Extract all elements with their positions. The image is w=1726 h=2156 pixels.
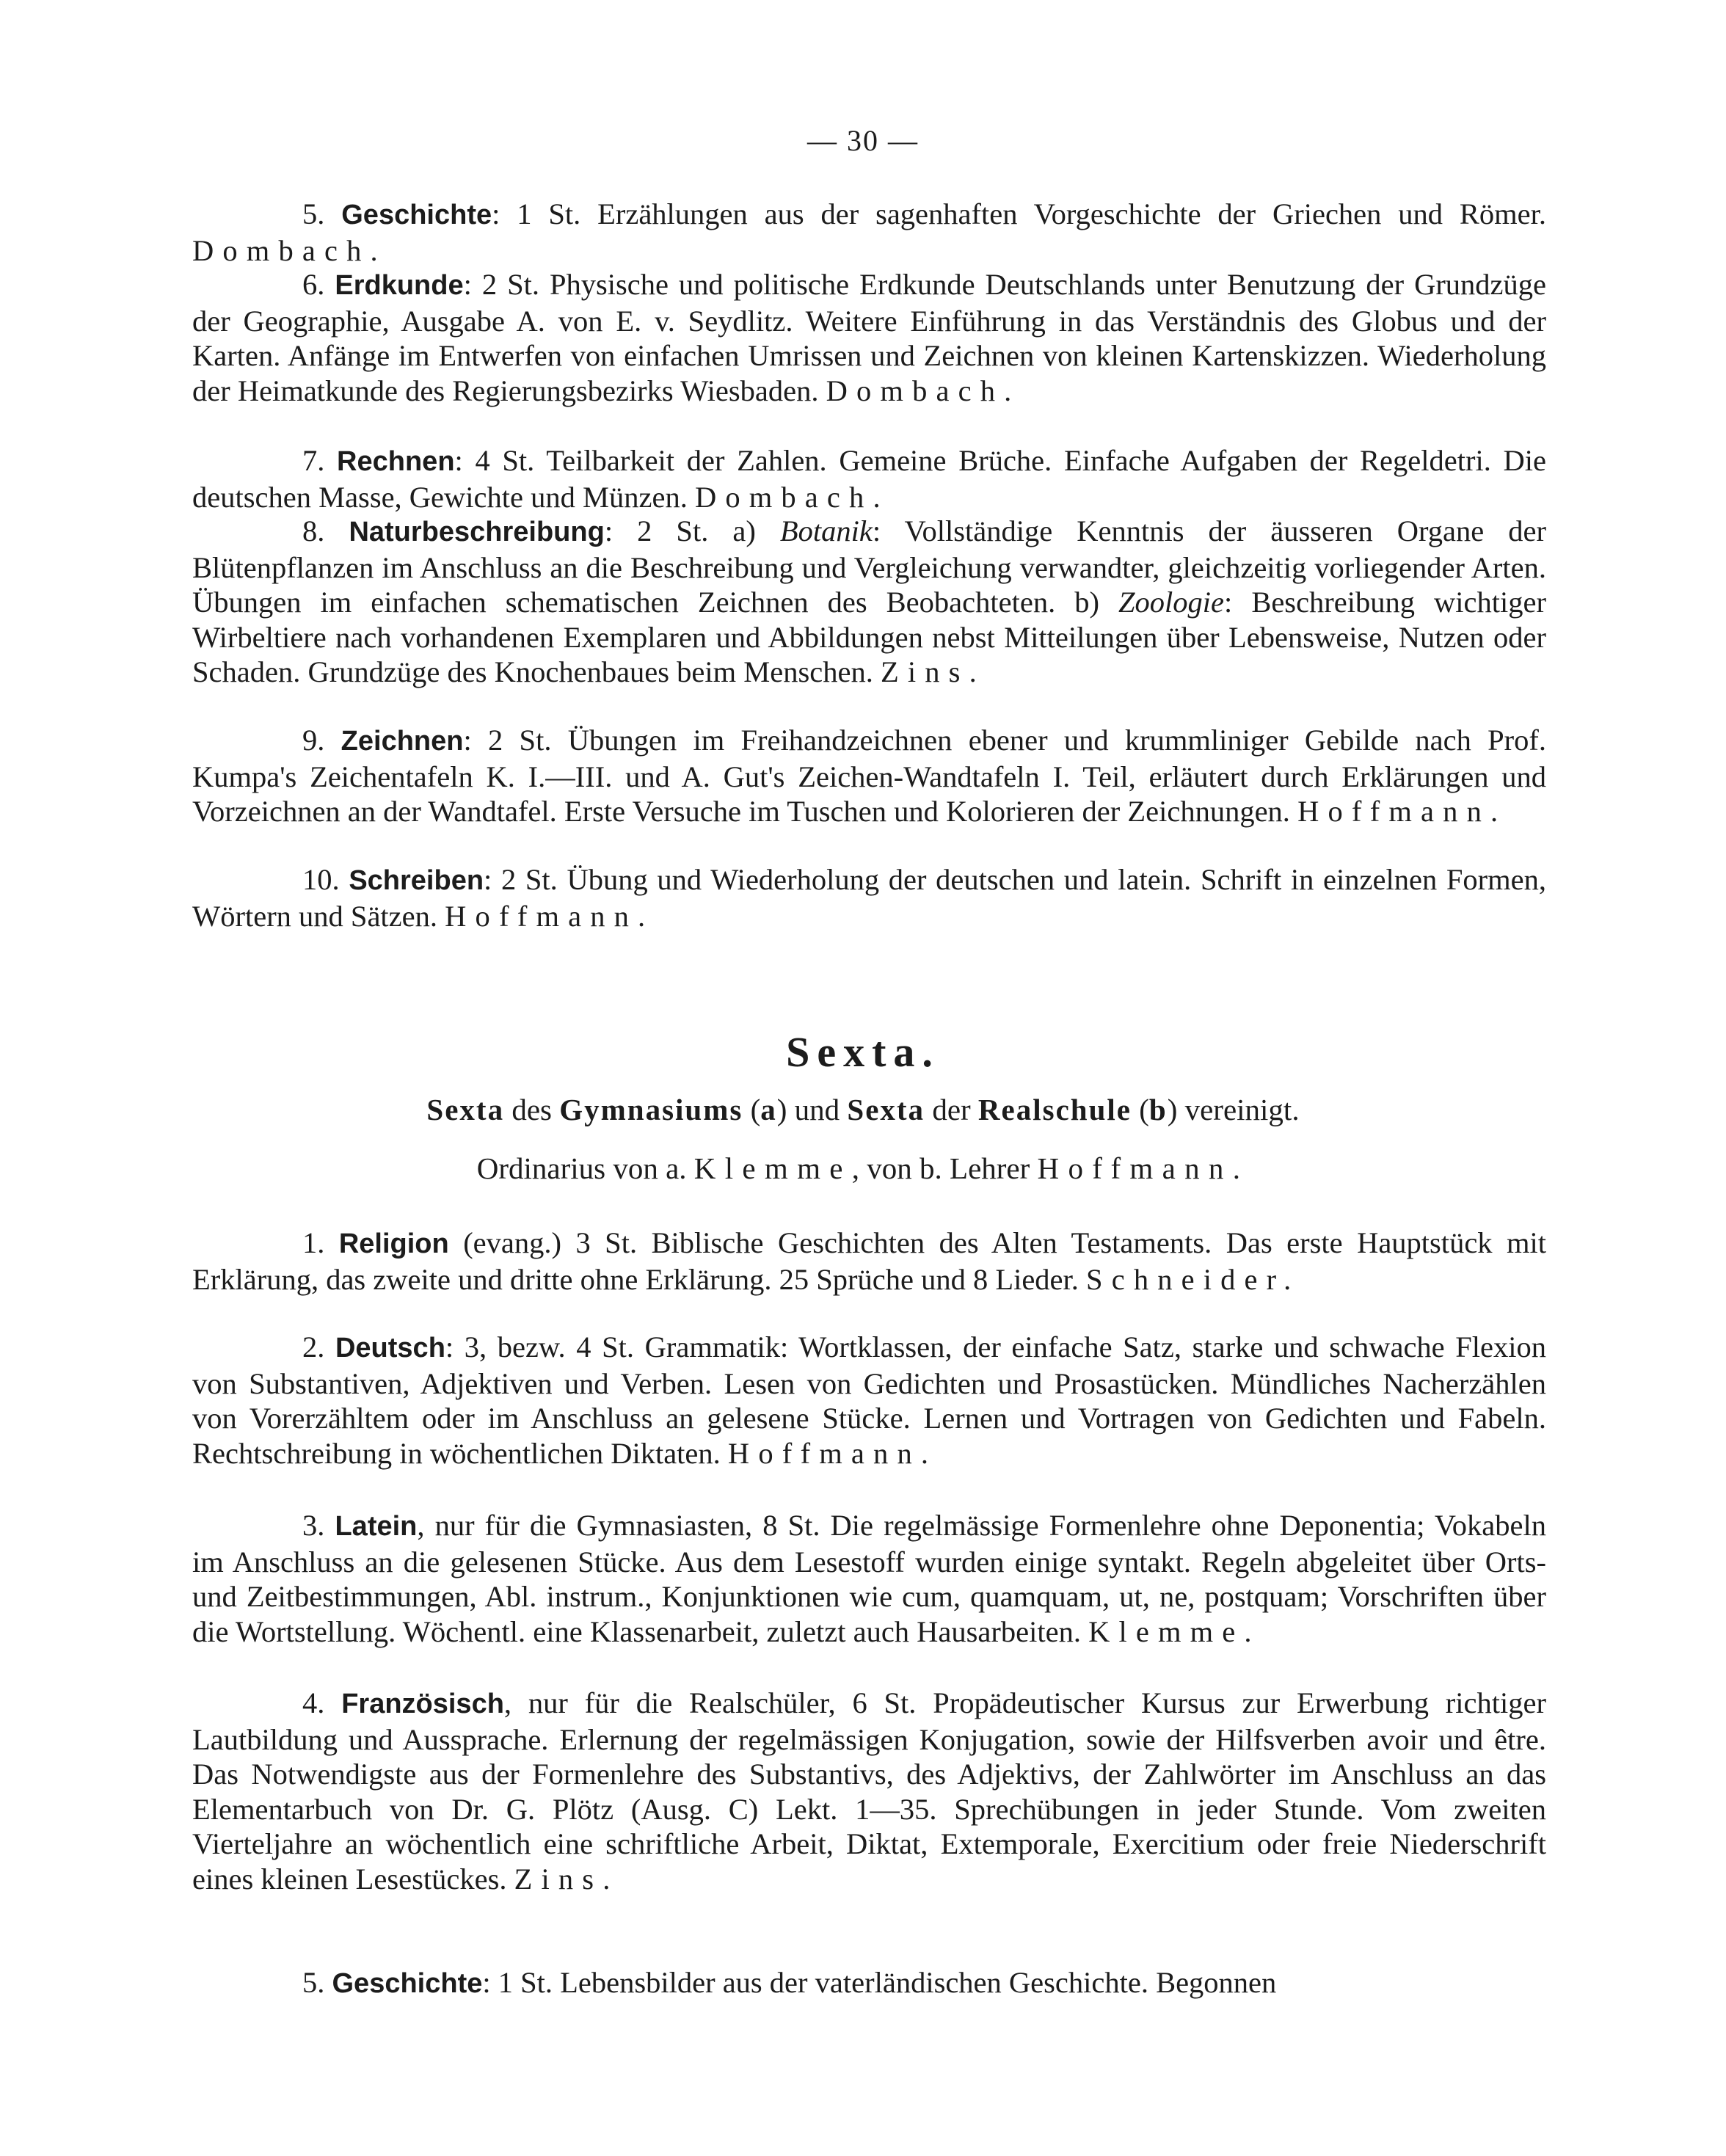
section-title-sexta: Sexta. xyxy=(786,1028,940,1076)
subtitle-part: des xyxy=(504,1093,560,1126)
paragraph-text: : 2 St. a) xyxy=(604,514,780,547)
subtitle-part: a xyxy=(760,1093,777,1126)
paragraph-text: : 1 St. Lebensbilder aus der vaterländischen Geschichte. Begonnen xyxy=(482,1966,1277,1999)
paragraph-text: : Vollständige Kenntnis der äusseren Organe der Blütenpflanzen im Anschluss an die Beschreibung und Vergleichung verwandter, gleichzeitig vorliegender Arten. Übungen im einfachen schematischen Zeichnen des Beobachteten. b) xyxy=(192,514,1547,619)
paragraph-text: : Beschreibung wichtiger Wirbeltiere nach vorhandenen Exemplaren und Abbildungen nebst Mitteilungen über Lebensweise, Nutzen oder Schaden. Grundzüge des Knochenbaues beim Menschen. xyxy=(192,586,1546,689)
subtitle-part: der xyxy=(925,1093,978,1126)
item-number: 5. xyxy=(302,197,325,230)
subject-heading-geschichte: Geschichte xyxy=(341,200,492,230)
subtitle-part: ) vereinigt. xyxy=(1167,1093,1300,1126)
paragraph-erdkunde xyxy=(192,267,1546,408)
paragraph-text: : 1 St. Erzählungen aus der sagenhaften Vorgeschichte der Griechen und Römer. xyxy=(492,197,1546,230)
paragraph-franzoesisch xyxy=(192,1686,1546,1897)
item-number: 8. xyxy=(302,514,325,547)
item-number: 2. xyxy=(302,1330,325,1363)
subject-heading-religion: Religion xyxy=(338,1228,449,1259)
subject-heading-schreiben: Schreiben xyxy=(349,865,484,896)
subtitle-part: b xyxy=(1148,1093,1168,1126)
teacher-name: Hoffmann. xyxy=(1297,795,1507,828)
teacher-name: Dombach. xyxy=(694,480,889,514)
teacher-name: Zins. xyxy=(880,655,986,689)
subtitle-part: Gymnasiums xyxy=(559,1093,743,1126)
paragraph-religion xyxy=(192,1226,1546,1297)
subtitle-part: Realschule xyxy=(977,1093,1132,1126)
subject-heading-deutsch: Deutsch xyxy=(335,1333,445,1363)
item-number: 4. xyxy=(302,1686,325,1719)
item-number: 10. xyxy=(302,863,340,896)
paragraph-rechnen xyxy=(192,443,1546,514)
paragraph-text: (evang.) 3 St. Biblische Geschichten des Alten Testaments. Das erste Hauptstück mit Erklärung, das zweite und dritte ohne Erklärung. 25 Sprüche und 8 Lieder. xyxy=(192,1226,1547,1296)
ordinarius-text: , von b. Lehrer xyxy=(851,1151,1038,1185)
teacher-name: Klemme xyxy=(693,1151,852,1185)
paragraph-text: : 3, bezw. 4 St. Grammatik: Wortklassen, der einfache Satz, starke und schwache Flexion von Substantiven, Adjektiven und Verben. Lesen von Gedichten und Prosastücken. Mündliches Nacherzählen von Vorerzähltem oder im Anschluss an gelesene Stücke. Lernen und Vortragen von Gedichten und Fabeln. Rechtschreibung in wöchentlichen Diktaten. xyxy=(192,1330,1547,1470)
paragraph-latein xyxy=(192,1508,1546,1649)
teacher-name: Hoffmann. xyxy=(445,899,655,933)
teacher-name: Hoffmann. xyxy=(1037,1151,1250,1185)
paragraph-zeichnen xyxy=(192,723,1546,829)
teacher-name: Hoffmann. xyxy=(727,1436,938,1470)
subject-heading-zeichnen: Zeichnen xyxy=(341,726,464,757)
subject-heading-geschichte: Geschichte xyxy=(332,1968,483,1999)
paragraph-schreiben xyxy=(192,862,1546,933)
paragraph-text: , nur für die Gymnasiasten, 8 St. Die regelmässige Formenlehre ohne Deponentia; Vokabeln im Anschluss an die gelesenen Stücke. Aus dem Lesestoff wurden einige syntakt. Regeln abgeleitet über Orts- und Zeitbestimmungen, Abl. instrum., Konjunktionen wie cum, quamquam, ut, ne, postquam; Vorschriften über die Wortstellung. Wöchentl. eine Klassenarbeit, zuletzt auch Hausarbeiten. xyxy=(192,1509,1546,1648)
subject-heading-franzoesisch: Französisch xyxy=(341,1689,504,1719)
subtitle-part: Sexta xyxy=(426,1093,505,1126)
paragraph-text: : 4 St. Teilbarkeit der Zahlen. Gemeine Brüche. Einfache Aufgaben der Regeldetri. Die deutschen Masse, Gewichte und Münzen. xyxy=(192,444,1546,514)
page-number: — 30 — xyxy=(807,124,919,157)
ordinarius-line xyxy=(0,1151,1726,1186)
paragraph-text: : 2 St. Übung und Wiederholung der deutschen und latein. Schrift in einzelnen Formen, Wörtern und Sätzen. xyxy=(192,863,1547,933)
paragraph-naturbeschreibung xyxy=(192,514,1546,690)
subtopic-zoologie: Zoologie xyxy=(1118,586,1225,619)
paragraph-text: : 2 St. Physische und politische Erdkunde Deutschlands unter Benutzung der Grundzüge der Geographie, Ausgabe A. von E. v. Seydlitz. Weitere Einführung in das Verständnis des Globus und der Karten. Anfänge im Entwerfen von einfachen Umrissen und Zeichnen von kleinen Kartenskizzen. Wiederholung der Heimatkunde des Regierungsbezirks Wiesbaden. xyxy=(192,268,1547,407)
teacher-name: Schneider. xyxy=(1086,1262,1300,1296)
teacher-name: Dombach. xyxy=(826,374,1021,407)
item-number: 1. xyxy=(302,1226,325,1259)
paragraph-deutsch xyxy=(192,1330,1546,1471)
item-number: 5. xyxy=(302,1966,325,1999)
teacher-name: Klemme. xyxy=(1088,1614,1261,1648)
item-number: 7. xyxy=(302,444,325,477)
subject-heading-erdkunde: Erdkunde xyxy=(335,270,464,301)
paragraph-text: : 2 St. Übungen im Freihandzeichnen ebener und krummliniger Gebilde nach Prof. Kumpa's Zeichentafeln K. I.—III. und A. Gut's Zeichen-Wandtafeln I. Teil, erläutert durch Erklärungen und Vorzeichnen an der Wandtafel. Erste Versuche im Tuschen und Kolorieren der Zeichnungen. xyxy=(192,724,1547,828)
item-number: 9. xyxy=(302,724,325,757)
ordinarius-text: Ordinarius von a. xyxy=(476,1151,694,1185)
subtitle-part: ( xyxy=(1131,1093,1149,1126)
paragraph-geschichte xyxy=(192,197,1546,268)
subtitle-part: Sexta xyxy=(847,1093,925,1126)
subject-heading-rechnen: Rechnen xyxy=(337,446,455,477)
teacher-name: Zins. xyxy=(514,1862,619,1895)
paragraph-geschichte-sexta xyxy=(192,1965,1546,2002)
teacher-name: Dombach. xyxy=(192,233,387,267)
item-number: 3. xyxy=(302,1509,325,1542)
subject-heading-naturbeschreibung: Naturbeschreibung xyxy=(349,517,605,547)
section-subtitle xyxy=(0,1092,1726,1127)
subtitle-part: ) und xyxy=(776,1093,848,1126)
item-number: 6. xyxy=(302,268,325,301)
subject-heading-latein: Latein xyxy=(335,1511,418,1542)
subtopic-botanik: Botanik xyxy=(779,514,873,547)
subtitle-part: ( xyxy=(743,1093,761,1126)
paragraph-text: , nur für die Realschüler, 6 St. Propädeutischer Kursus zur Erwerbung richtiger Lautbildung und Aussprache. Erlernung der regelmässigen Konjugation, sowie der Hilfsverben avoir und être. Das Notwendigste aus der Formenlehre des Substantivs, des Adjektivs, der Zahlwörter im Anschluss an das Elementarbuch von Dr. G. Plötz (Ausg. C) Lekt. 1—35. Sprechübungen in jeder Stunde. Vom zweiten Vierteljahre an wöchentlich eine schriftliche Arbeit, Diktat, Extemporale, Exercitium oder freie Niederschrift eines kleinen Lesestückes. xyxy=(192,1686,1546,1895)
